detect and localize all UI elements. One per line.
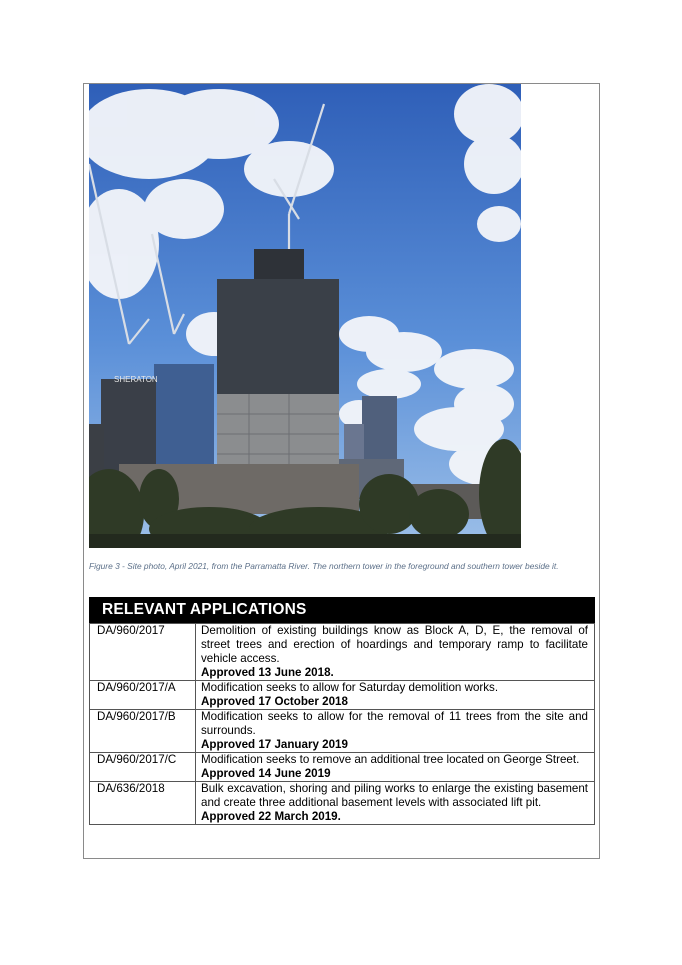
applications-heading: RELEVANT APPLICATIONS xyxy=(89,597,595,623)
approval-date: Approved 17 January 2019 xyxy=(201,738,348,751)
application-ref: DA/960/2017/C xyxy=(90,753,196,782)
application-ref: DA/960/2017/B xyxy=(90,710,196,753)
application-description xyxy=(196,782,595,825)
approval-date: Approved 14 June 2019 xyxy=(201,767,331,780)
table-row xyxy=(90,782,595,825)
description-text: Modification seeks to allow for Saturday demolition works. xyxy=(201,681,499,694)
approval-date: Approved 13 June 2018. xyxy=(201,666,334,679)
description-text: Demolition of existing buildings know as Block A, D, E, the removal of street trees and erection of hoardings and temporary ramp to facilitate vehicle access. xyxy=(201,624,588,665)
site-photo xyxy=(89,84,521,548)
application-description xyxy=(196,624,595,681)
application-ref: DA/636/2018 xyxy=(90,782,196,825)
description-text: Modification seeks to allow for the removal of 11 trees from the site and surrounds. xyxy=(201,710,588,737)
application-description xyxy=(196,681,595,710)
description-text: Bulk excavation, shoring and piling works to enlarge the existing basement and create three additional basement levels with associated lift pit. xyxy=(201,782,588,809)
approval-date: Approved 17 October 2018 xyxy=(201,695,348,708)
table-row xyxy=(90,681,595,710)
application-description xyxy=(196,753,595,782)
table-row xyxy=(90,710,595,753)
figure-caption: Figure 3 - Site photo, April 2021, from the Parramatta River. The northern tower in the foreground and southern tower beside it. xyxy=(89,561,559,571)
relevant-applications-table xyxy=(89,597,595,825)
application-ref: DA/960/2017/A xyxy=(90,681,196,710)
approval-date: Approved 22 March 2019. xyxy=(201,810,341,823)
application-description xyxy=(196,710,595,753)
sheraton-sign: SHERATON xyxy=(114,375,158,384)
description-text: Modification seeks to remove an additional tree located on George Street. xyxy=(201,753,580,766)
application-ref: DA/960/2017 xyxy=(90,624,196,681)
table-row xyxy=(90,624,595,681)
table-row xyxy=(90,753,595,782)
